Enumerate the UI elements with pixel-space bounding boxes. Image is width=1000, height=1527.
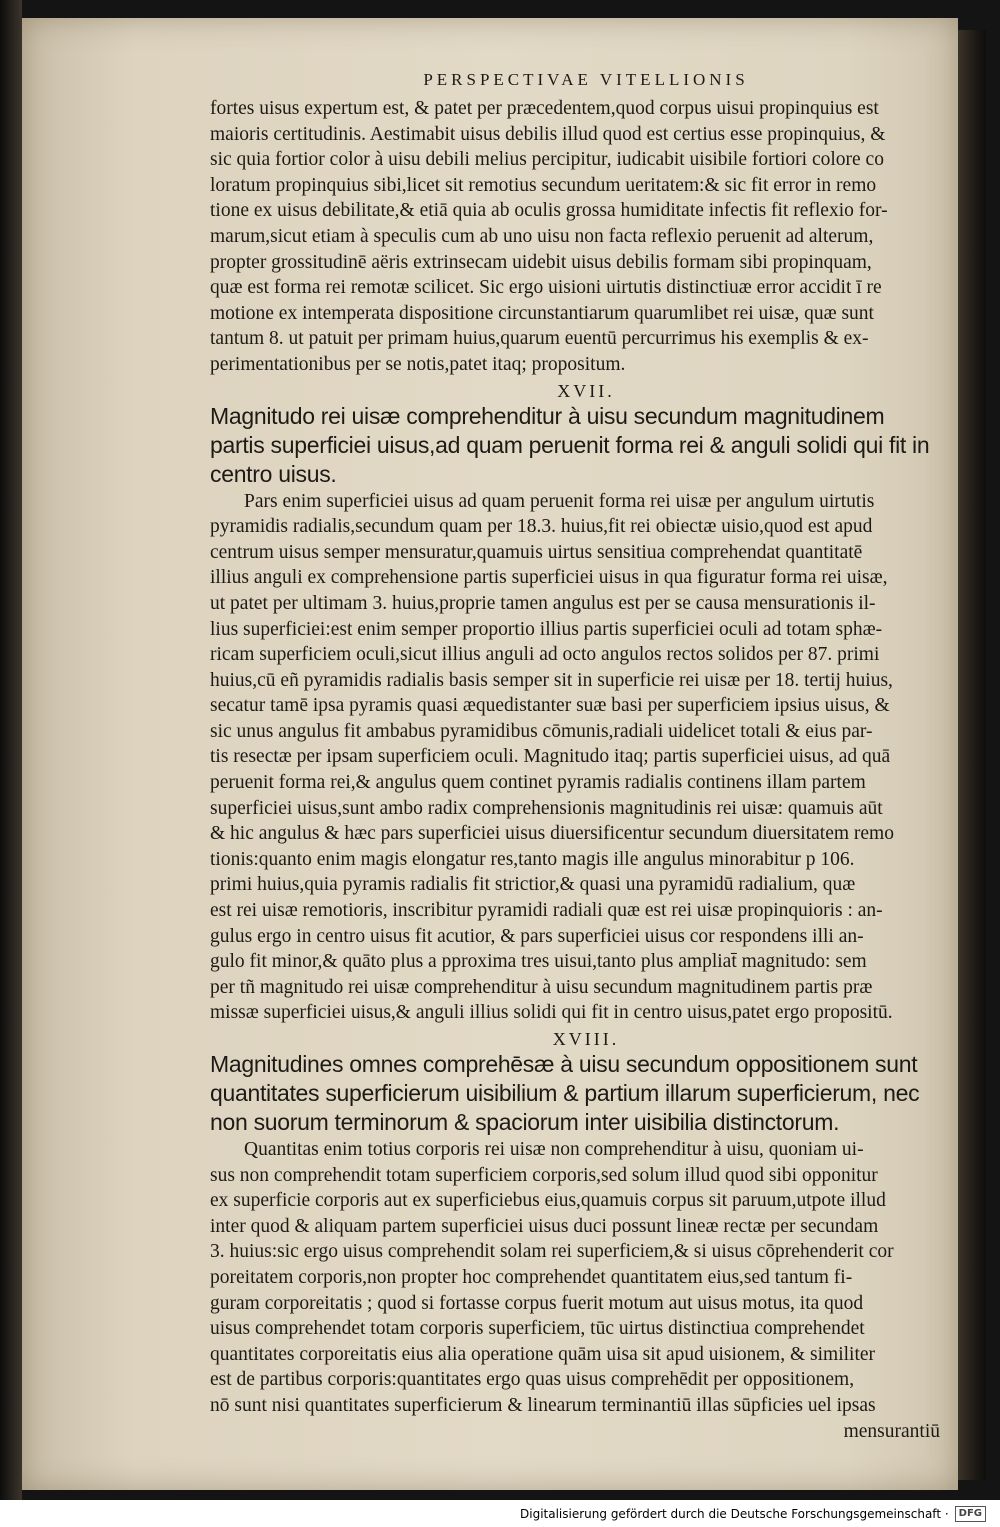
text-block — [210, 62, 962, 1444]
text-line: quantitates superficierum uisibilium & partium illarum superficierum, nec — [210, 1080, 920, 1106]
proposition-18-statement — [210, 1050, 962, 1137]
text-line: gulo fit minor,& quāto plus a pproxima tres uisui,tanto plus ampliat̄ magnitudo: sem — [210, 951, 867, 973]
text-line: ricam superficiem oculi,sicut illius anguli ad octo angulos rectos solidos per 87. primi — [210, 644, 880, 666]
proposition-17-statement — [210, 402, 962, 489]
text-line: pyramidis radialis,secundum quam per 18.3. huius,fit rei obiectæ uisio,quod est apud — [210, 516, 873, 538]
text-line: Magnitudo rei uisæ comprehenditur à uisu secundum magnitudinem — [210, 402, 885, 429]
text-line: huius,cū eñ pyramidis radialis basis semper sit in superficie rei uisæ per 18. tertij huius, — [210, 669, 893, 691]
text-line: marum,sicut etiam à speculis cum ab uno uisu non facta reflexio peruenit ad alterum, — [210, 225, 874, 247]
text-line: sic unus angulus fit ambabus pyramidibus cōmunis,radiali uidelicet totali & eius par- — [210, 720, 873, 742]
text-line: poreitatem corporis,non propter hoc comprehendet quantitatem eius,sed tantum fi- — [210, 1266, 853, 1288]
text-line: & hic angulus & hæc pars superficiei uisus diuersificentur secundum diuersitatem remo — [210, 823, 894, 845]
proposition-18-proof — [210, 1137, 962, 1419]
text-line: superficiei uisus,sunt ambo radix comprehensionis magnitudinis rei uisæ: quamuis aūt — [210, 797, 883, 819]
text-line: Magnitudines omnes comprehēsæ à uisu secundum oppositionem sunt — [210, 1051, 918, 1077]
text-line: secatur tamē ipsa pyramis quasi æquedistanter suæ basi per superficiem ipsius uisus, & — [210, 695, 890, 717]
text-line: nō sunt nisi quantitates superficierum & linearum terminantiū illas sūpficies uel ipsas — [210, 1394, 876, 1416]
section-16-conclusion — [210, 96, 962, 378]
text-line: centrum uisus semper mensuratur,quamuis uirtus sensitiua comprehendat quantitatē — [210, 541, 863, 563]
page-edge — [958, 30, 986, 1480]
text-line: quantitates corporeitatis eius alia operatione quām uisa sit apud uisionem, & similiter — [210, 1343, 876, 1365]
text-line: sus non comprehendit totam superficiem corporis,sed solum illud quod sibi opponitur — [210, 1164, 878, 1186]
text-line: peruenit forma rei,& angulus quem continet pyramis radialis continens illam partem — [210, 772, 866, 794]
text-line: fortes uisus expertum est, & patet per præcedentem,quod corpus uisui propinquius est — [210, 98, 879, 119]
digitization-footer — [0, 1500, 1000, 1527]
text-line: lius superficiei:est enim semper proportio illius partis superficiei oculi ad totam sphæ- — [210, 618, 883, 640]
text-line: centro uisus. — [210, 460, 337, 487]
text-line: gulus ergo in centro uisus fit acutior, & pars superficiei uisus cor respondens illi an- — [210, 925, 864, 947]
catchword: mensurantiū — [843, 1420, 940, 1442]
proposition-numeral-18: XVIII. — [552, 1029, 620, 1049]
text-line: tione ex uisus debilitate,& etiā quia ab oculis grossa humiditate infectis fit reflexio for- — [210, 200, 888, 222]
text-line: est de partibus corporis:quantitates ergo quas uisus comprehēdit per oppositionem, — [210, 1369, 855, 1391]
text-line: primi huius,quia pyramis radialis fit strictior,& quasi una pyramidū radialium, quæ — [210, 874, 856, 896]
text-line: motione ex intemperata dispositione circunstantiarum quarumlibet rei uisæ, quæ sunt — [210, 302, 874, 324]
text-line: non suorum terminorum & spaciorum inter uisibilia distinctorum. — [210, 1109, 840, 1135]
text-line: est rei uisæ remotioris, inscribitur pyramidi radiali quæ est rei uisæ propinquioris : an- — [210, 900, 883, 922]
text-line: tionis:quanto enim magis elongatur res,tanto magis ille angulus minorabitur p 106. — [210, 848, 855, 870]
text-line: maioris certitudinis. Aestimabit uisus debilis illud quod est certius esse propinquius, & — [210, 123, 886, 145]
text-line: missæ superficiei uisus,& anguli illius solidi qui fit in centro uisus,patet ergo propositū. — [210, 1002, 893, 1024]
text-line: inter quod & aliquam partem superficiei uisus duci possunt lineæ rectæ per secundam — [210, 1215, 879, 1237]
text-line: partis superficiei uisus,ad quam peruenit forma rei & anguli solidi qui fit in — [210, 431, 930, 458]
text-line: propter grossitudinē aëris extrinsecam uidebit uisus debilis formam sibi propinquam, — [210, 251, 872, 273]
proposition-numeral-17: XVII. — [557, 380, 615, 401]
book-binding — [0, 0, 22, 1500]
text-line: loratum propinquius sibi,licet sit remotius secundum ueritatem:& sic fit error in remo — [210, 174, 877, 196]
text-line: tantum 8. ut patuit per primam huius,quarum euentū percurrimus his exemplis & ex- — [210, 328, 869, 350]
proposition-17-proof — [210, 489, 962, 1026]
text-line: ex superficie corporis aut ex superficiebus eius,quamuis corpus sit paruum,utpote illud — [210, 1190, 886, 1212]
text-line: ut patet per ultimam 3. huius,proprie tamen angulus est per se causa mensurationis il- — [210, 592, 876, 614]
text-line: tis resectæ per ipsam superficiem oculi. Magnitudo itaq; partis superficiei uisus, ad quā — [210, 746, 891, 768]
dfg-logo: DFG — [955, 1506, 986, 1522]
text-line: uisus comprehendet totam corporis superficiem, tūc uirtus distinctiua comprehendet — [210, 1318, 865, 1340]
text-line: sic quia fortior color à uisu debili melius percipitur, iudicabit uisibile fortiori colore co — [210, 149, 884, 171]
text-line: Pars enim superficiei uisus ad quam peruenit forma rei uisæ per angulum uirtutis — [244, 490, 875, 512]
text-line: perimentationibus per se notis,patet itaq; propositum. — [210, 353, 626, 375]
text-line: quæ est forma rei remotæ scilicet. Sic ergo uisioni uirtutis distinctiuæ error accidit ī re — [210, 277, 882, 299]
text-line: guram corporeitatis ; quod si fortasse corpus fuerit motum aut uisus motus, ita quod — [210, 1292, 864, 1314]
text-line: illius anguli ex comprehensione partis superficiei uisus in qua figuratur forma rei uisæ, — [210, 567, 888, 589]
text-line: 3. huius:sic ergo uisus comprehendit solam rei superficiem,& si uisus cōprehenderit cor — [210, 1241, 894, 1263]
text-line: Quantitas enim totius corporis rei uisæ non comprehenditur à uisu, quoniam ui- — [244, 1139, 864, 1160]
text-line: per tñ magnitudo rei uisæ comprehenditur à uisu secundum magnitudinem partis præ — [210, 976, 873, 998]
running-head: PERSPECTIVAE VITELLIONIS — [423, 70, 749, 89]
footer-credit: Digitalisierung gefördert durch die Deutsche Forschungsgemeinschaft · — [520, 1506, 949, 1521]
